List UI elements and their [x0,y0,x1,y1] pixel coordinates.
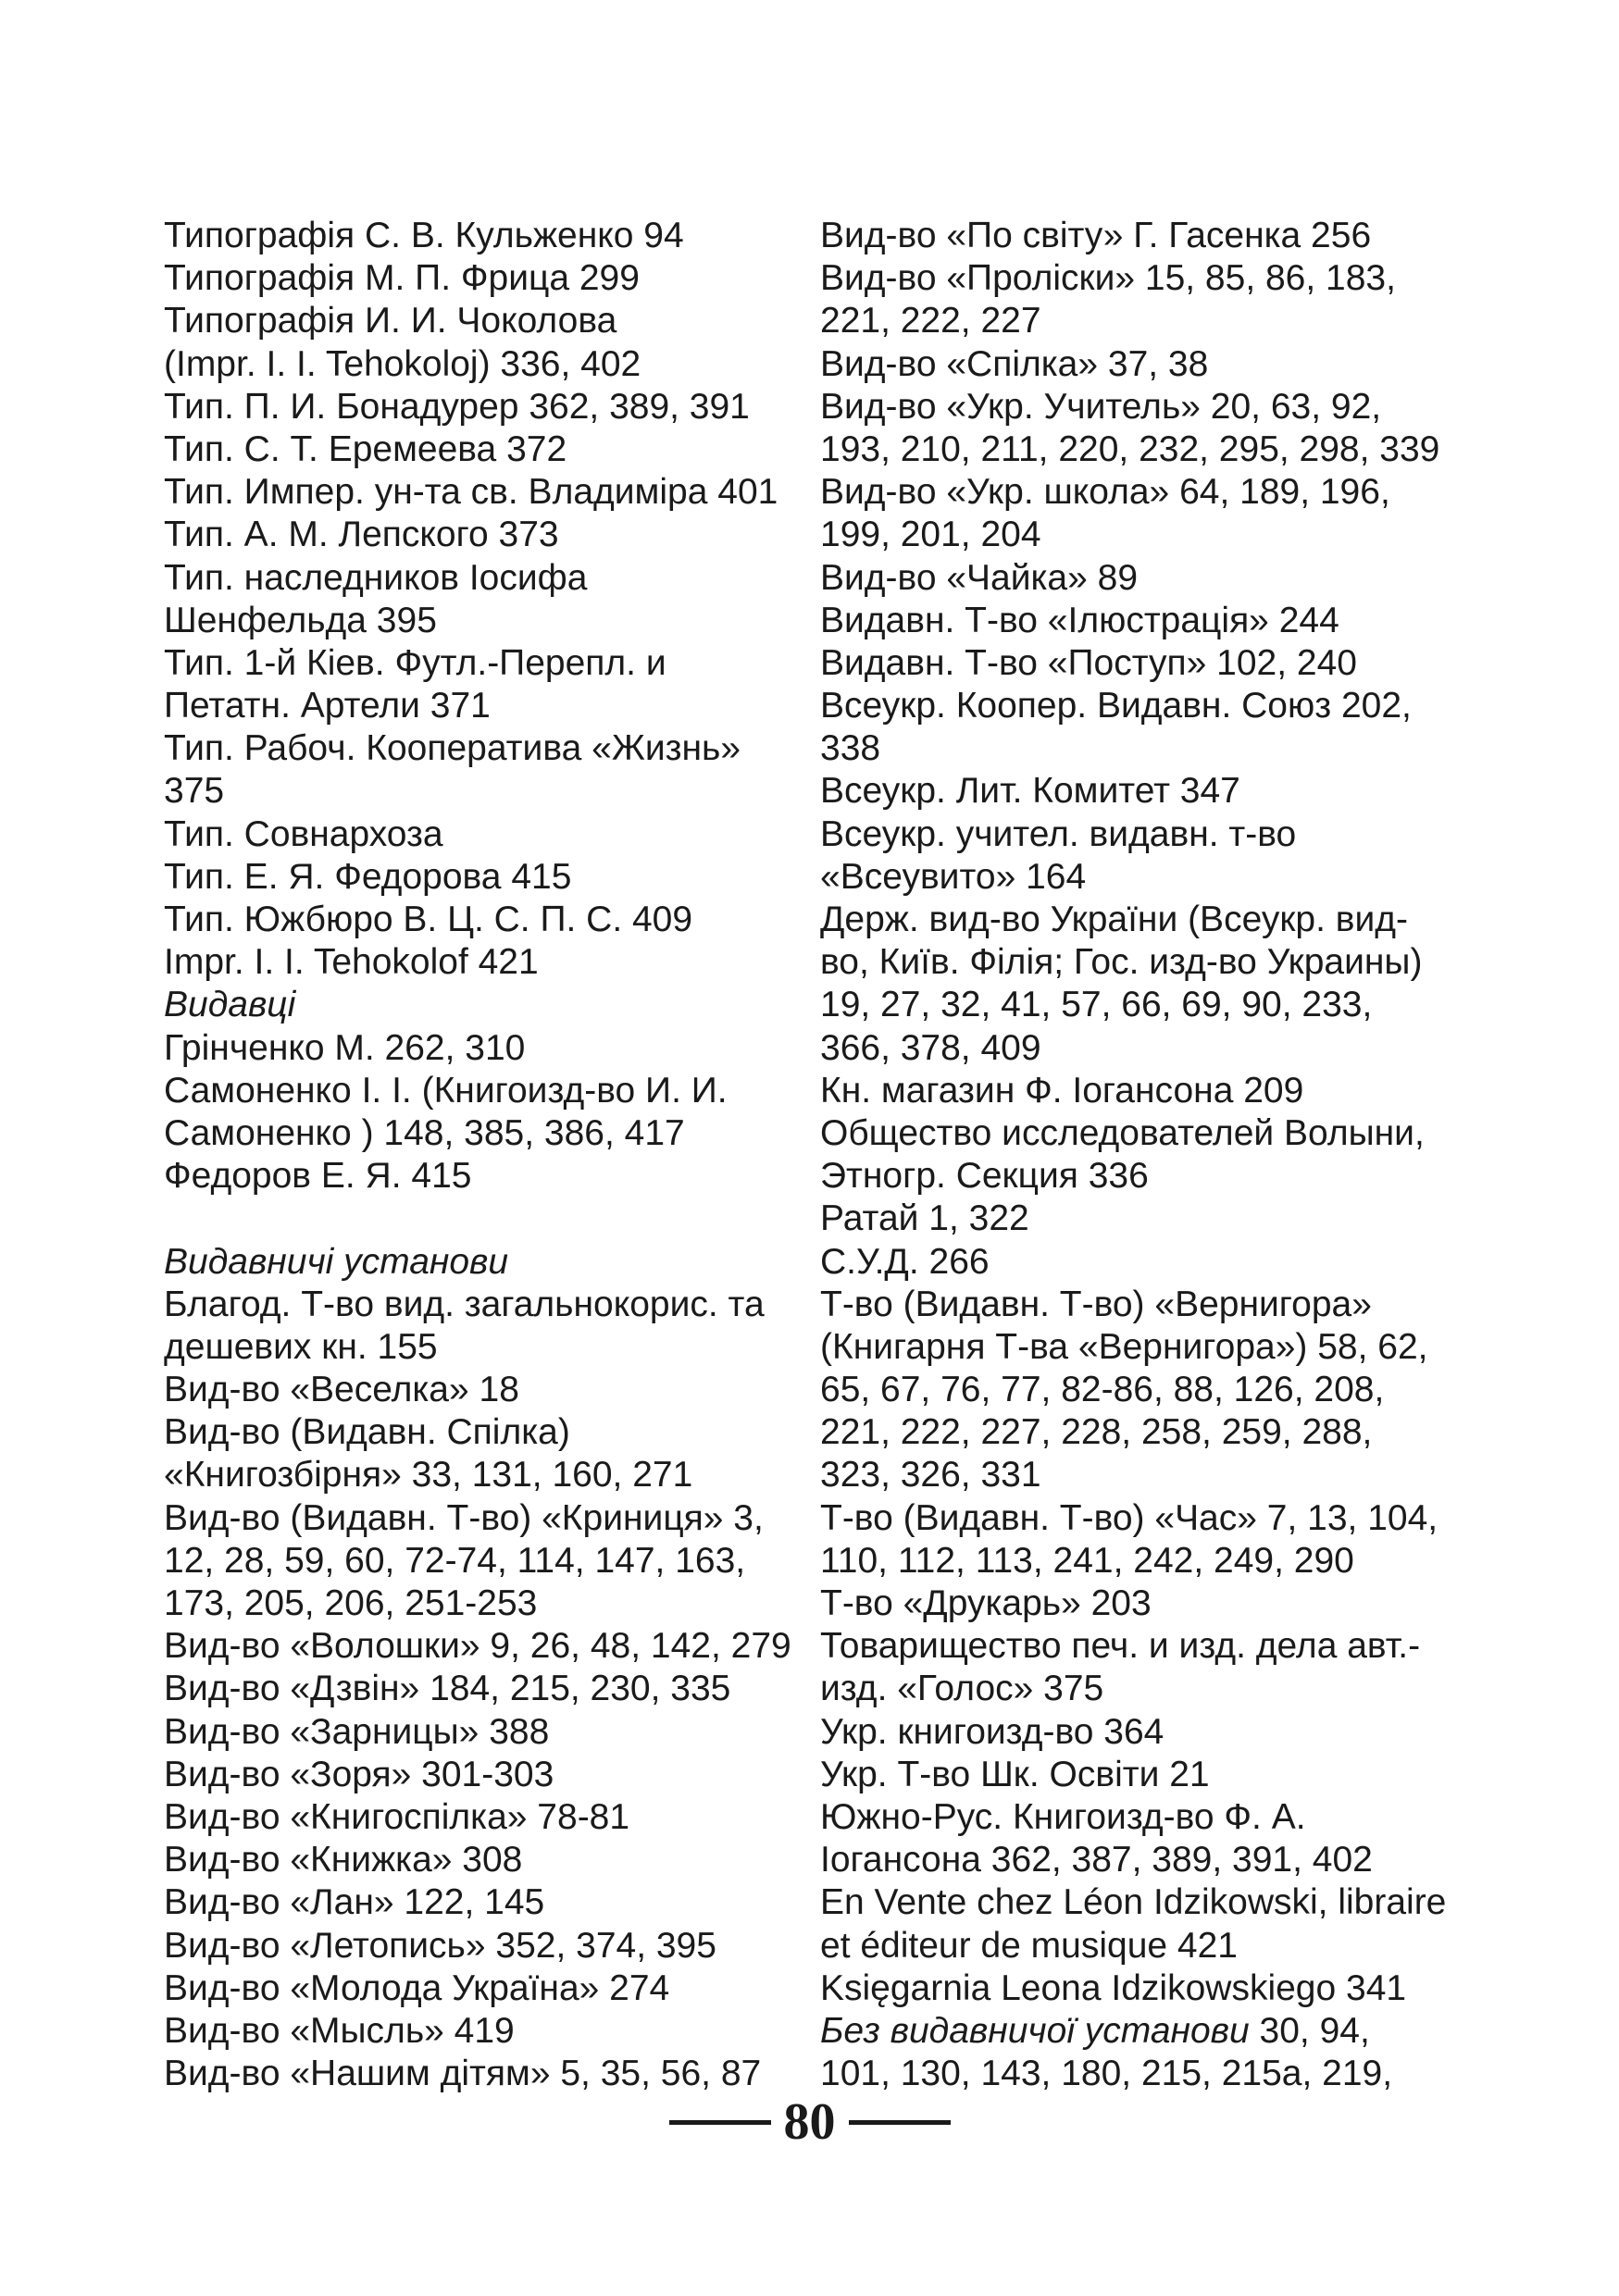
index-entry: (Книгарня Т-ва «Вернигора») 58, 62, [820,1326,1428,1367]
index-entry: Вид-во (Видавн. Спілка) [164,1412,570,1453]
index-entry: 12, 28, 59, 60, 72-74, 114, 147, 163, [164,1540,746,1581]
index-entry: Вид-во «Книгоспілка» 78-81 [164,1796,630,1837]
index-entry: Вид-во «Спілка» 37, 38 [820,343,1209,384]
page-footer [0,2090,1619,2154]
left-index-column [164,215,803,2095]
index-entry: Іогансона 362, 387, 389, 391, 402 [820,1840,1373,1880]
index-entry: Самоненко ) 148, 385, 386, 417 [164,1112,685,1153]
index-entry: Вид-во «По світу» Г. Гасенка 256 [820,216,1372,255]
index-entry: Тип. наследников Іосифа [164,557,588,598]
index-entry: Т-во «Друкарь» 203 [820,1583,1152,1623]
index-entry: Кн. магазин Ф. Іогансона 209 [820,1070,1304,1111]
index-entry: 323, 326, 331 [820,1455,1041,1496]
index-entry: Вид-во «Книжка» 308 [164,1840,523,1880]
index-entry: Ратай 1, 322 [820,1198,1029,1239]
left-rule [669,2120,771,2125]
index-entry: Вид-во «Молода Україна» 274 [164,1967,670,2008]
index-entry: Вид-во «Лан» 122, 145 [164,1882,545,1923]
index-entry: 193, 210, 211, 220, 232, 295, 298, 339 [820,428,1440,469]
index-entry: дешевих кн. 155 [164,1326,438,1367]
index-entry: Тип. Е. Я. Федорова 415 [164,856,572,897]
section-heading: Видавничі установи [164,1241,509,1282]
index-entry: 65, 67, 76, 77, 82-86, 88, 126, 208, [820,1370,1385,1410]
right-rule [849,2120,951,2125]
index-entry: Укр. Т-во Шк. Освіти 21 [820,1754,1210,1794]
index-entry: Т-во (Видавн. Т-во) «Вернигора» [820,1284,1372,1324]
index-entry: (Impr. I. I. Tehokoloj) 336, 402 [164,343,641,384]
index-entry: Видавн. Т-во «Ілюстрація» 244 [820,600,1339,640]
index-entry: Вид-во (Видавн. Т-во) «Криниця» 3, [164,1497,764,1538]
index-entry [820,2010,1468,2053]
index-entry: Тип. 1-й Кіев. Футл.-Перепл. и [164,642,666,683]
blank-line [164,1198,803,1240]
index-entry: Грінченко М. 262, 310 [164,1027,526,1068]
index-entry: Южно-Рус. Книгоизд-во Ф. А. [820,1796,1306,1837]
index-entry: Типографія С. В. Кульженко 94 [164,216,684,255]
index-entry: Вид-во «Укр. Учитель» 20, 63, 92, [820,386,1382,427]
index-entry: Всеукр. Коопер. Видавн. Союз 202, [820,686,1412,726]
index-entry: 199, 201, 204 [820,515,1041,555]
entry-italic-label: Без видавничої установи [820,2010,1250,2051]
index-entry: Вид-во «Мысль» 419 [164,2010,515,2051]
index-entry: Тип. Импер. ун-та св. Владиміра 401 [164,472,778,513]
index-entry: изд. «Голос» 375 [820,1669,1104,1709]
index-entry: Вид-во «Дзвін» 184, 215, 230, 335 [164,1669,731,1709]
index-entry: Укр. книгоизд-во 364 [820,1711,1164,1752]
index-entry: 101, 130, 143, 180, 215, 215а, 219, [820,2054,1393,2094]
index-entry: Вид-во «Проліски» 15, 85, 86, 183, [820,258,1396,299]
index-entry: Вид-во «Веселка» 18 [164,1370,519,1410]
index-entry: Типографія М. П. Фрица 299 [164,258,640,299]
index-entry: 366, 378, 409 [820,1027,1041,1068]
index-entry: 19, 27, 32, 41, 57, 66, 69, 90, 233, [820,985,1373,1025]
index-entry: Типографія И. И. Чоколова [164,301,617,341]
index-entry: et éditeur de musique 421 [820,1925,1238,1966]
index-entry: En Vente chez Léon Idzikowski, libraire [820,1882,1447,1923]
index-entry: Тип. А. М. Лепского 373 [164,515,559,555]
right-index-column [820,215,1468,2095]
index-entry: Вид-во «Зарницы» 388 [164,1711,550,1752]
index-entry: Благод. Т-во вид. загальнокорис. та [164,1284,765,1324]
index-entry: Тип. С. Т. Еремеева 372 [164,428,567,469]
index-entry: Всеукр. учител. видавн. т-во [820,813,1297,854]
index-entry: Шенфельда 395 [164,600,437,640]
index-entry: «Книгозбірня» 33, 131, 160, 271 [164,1455,693,1496]
index-entry: Самоненко І. І. (Книгоизд-во И. И. [164,1070,728,1111]
index-entry: Держ. вид-во України (Всеукр. вид- [820,900,1408,939]
index-entry: Товарищество печ. и изд. дела авт.- [820,1626,1421,1667]
index-entry: 338 [820,728,881,769]
index-entry: Тип. Рабоч. Кооператива «Жизнь» [164,728,741,769]
entry-page-refs: 30, 94, [1249,2010,1370,2051]
index-entry: Вид-во «Укр. школа» 64, 189, 196, [820,472,1390,513]
index-entry: 110, 112, 113, 241, 242, 249, 290 [820,1540,1354,1581]
index-entry: Всеукр. Лит. Комитет 347 [820,771,1240,812]
index-entry: Тип. Совнархоза [164,813,443,854]
index-entry: Тип. П. И. Бонадурер 362, 389, 391 [164,386,750,427]
section-heading: Видавці [164,985,296,1025]
index-entry: 221, 222, 227 [820,301,1041,341]
index-entry: Тип. Южбюро В. Ц. С. П. С. 409 [164,900,693,939]
index-entry: Вид-во «Зоря» 301-303 [164,1754,554,1794]
index-entry: Федоров Е. Я. 415 [164,1156,472,1197]
index-entry: Общество исследователей Волыни, [820,1112,1425,1153]
index-entry: Księgarnia Leona Idzikowskiego 341 [820,1967,1407,2008]
index-entry: Вид-во «Летопись» 352, 374, 395 [164,1925,716,1966]
index-entry: Т-во (Видавн. Т-во) «Час» 7, 13, 104, [820,1497,1438,1538]
index-entry: Impr. I. I. Tehokolof 421 [164,942,539,983]
index-entry: Вид-во «Волошки» 9, 26, 48, 142, 279 [164,1626,791,1667]
page-number: 80 [783,2093,836,2151]
index-entry: 173, 205, 206, 251-253 [164,1583,538,1623]
index-entry: Вид-во «Нашим дітям» 5, 35, 56, 87 [164,2054,762,2094]
index-entry: Петатн. Артели 371 [164,686,491,726]
index-entry: во, Київ. Філія; Гос. изд-во Украины) [820,942,1423,983]
index-entry: С.У.Д. 266 [820,1241,990,1282]
index-entry: 221, 222, 227, 228, 258, 259, 288, [820,1412,1373,1453]
index-entry: Видавн. Т-во «Поступ» 102, 240 [820,642,1357,683]
index-entry: Этногр. Секция 336 [820,1156,1149,1197]
index-entry: «Всеувито» 164 [820,856,1087,897]
index-entry: Вид-во «Чайка» 89 [820,557,1139,598]
index-entry: 375 [164,771,225,812]
